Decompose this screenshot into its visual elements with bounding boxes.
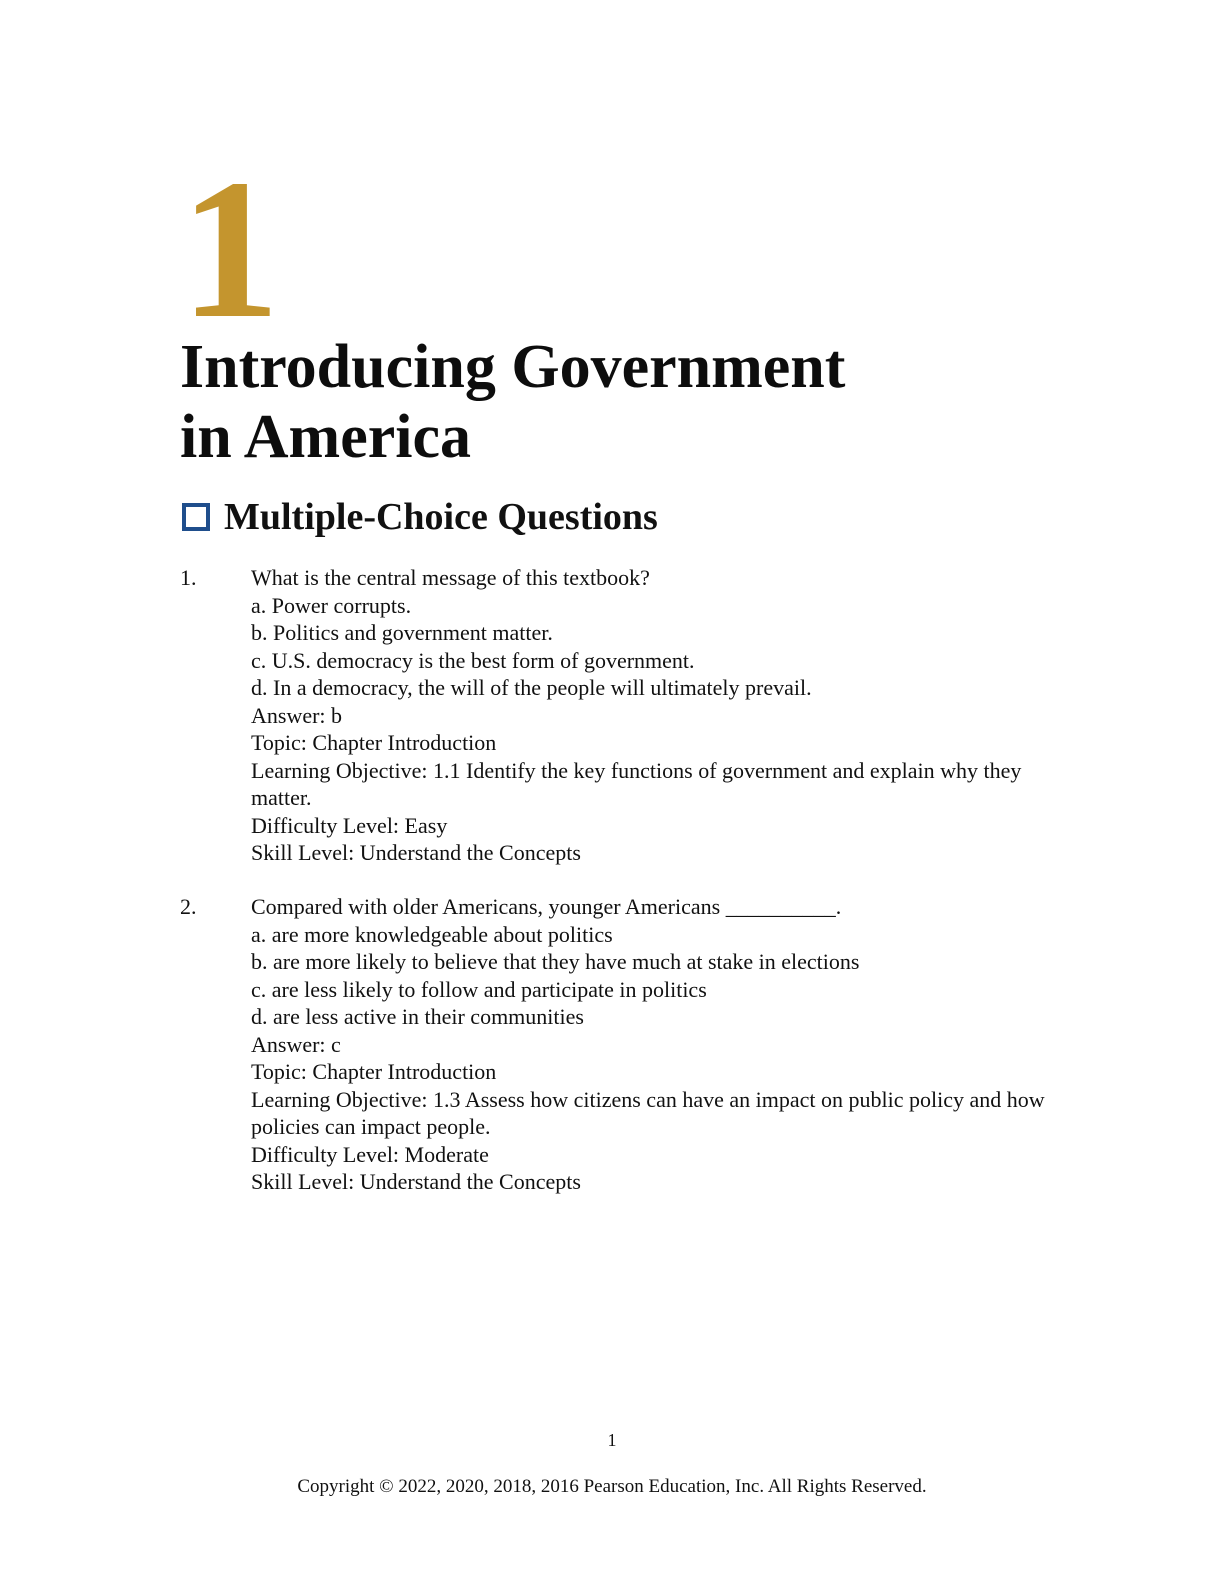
answer-option: d. are less active in their communities [251,1004,584,1029]
question-topic: Topic: Chapter Introduction [251,730,497,755]
copyright-notice: Copyright © 2022, 2020, 2018, 2016 Pearson Education, Inc. All Rights Reserved. [297,1476,927,1497]
skill-level: Skill Level: Understand the Concepts [251,840,581,865]
answer-option: d. In a democracy, the will of the people will ultimately prevail. [251,675,812,700]
question-item [180,564,1060,867]
chapter-number: 1 [180,139,276,360]
learning-objective: Learning Objective: 1.3 Assess how citizens can have an impact on public policy and how policies can impact people. [251,1086,1045,1139]
skill-level: Skill Level: Understand the Concepts [251,1169,581,1194]
page-number: 1 [607,1430,617,1450]
question-number: 2. [180,894,197,919]
difficulty-level: Difficulty Level: Easy [251,812,448,838]
answer-option: a. Power corrupts. [251,592,412,618]
answer-option: c. U.S. democracy is the best form of government. [251,647,695,673]
answer-option: a. are more knowledgeable about politics [251,921,613,947]
question-stem: Compared with older Americans, younger Americans __________. [251,894,842,919]
answer-key: Answer: b [251,702,343,728]
chapter-title-line-2: in America [180,403,471,471]
difficulty-level: Difficulty Level: Moderate [251,1141,489,1167]
section-heading [182,494,658,540]
question-topic: Topic: Chapter Introduction [251,1059,497,1084]
answer-option: b. are more likely to believe that they have much at stake in elections [251,949,860,974]
chapter-title-line-1: Introducing Government [180,333,846,401]
chapter-title [180,332,845,472]
answer-key: Answer: c [251,1031,341,1057]
question-item [180,893,1060,1196]
answer-option: c. are less likely to follow and participate in politics [251,976,707,1002]
answer-option: b. Politics and government matter. [251,620,553,645]
question-stem: What is the central message of this textbook? [251,565,650,590]
learning-objective: Learning Objective: 1.1 Identify the key functions of government and explain why they matter. [251,757,1022,810]
hollow-square-icon [182,503,210,531]
question-body [251,893,1060,1196]
question-number: 1. [180,565,197,590]
question-body [251,564,1060,867]
section-heading-text: Multiple-Choice Questions [224,496,658,538]
